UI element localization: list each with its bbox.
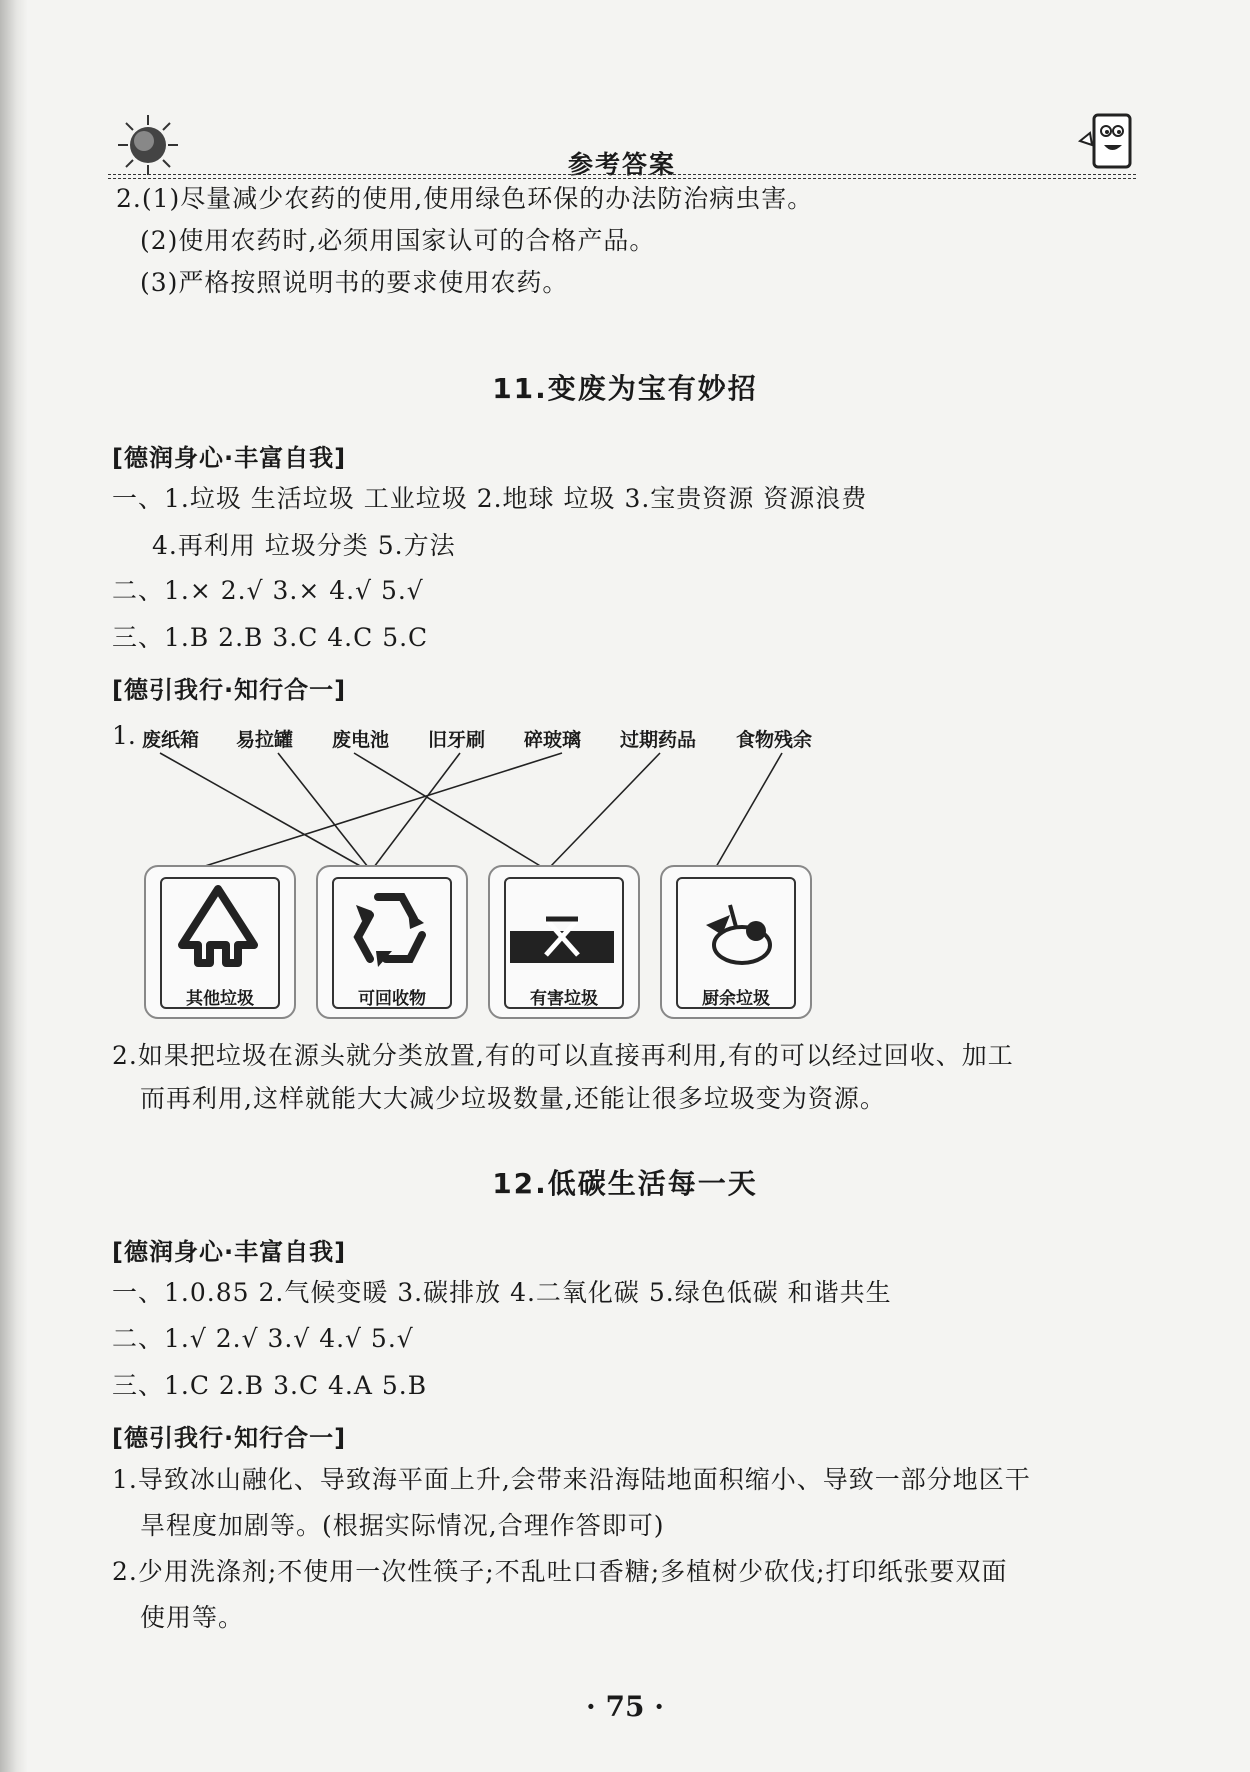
bin-kitchen-waste [660, 865, 812, 1019]
answer-line: 二、1.√ 2.√ 3.√ 4.√ 5.√ [112, 1324, 414, 1353]
section-title-11: 11.变废为宝有妙招 [492, 372, 758, 405]
answer-line: 一、1.0.85 2.气候变暖 3.碳排放 4.二氧化碳 5.绿色低碳 和谐共生 [112, 1278, 892, 1307]
waste-item: 碎玻璃 [524, 729, 582, 751]
matching-lines [110, 725, 1140, 885]
section-title-12: 12.低碳生活每一天 [492, 1167, 758, 1200]
answer-line: 2.(1)尽量减少农药的使用,使用绿色环保的办法防治病虫害。 [116, 184, 814, 213]
header-rule [108, 174, 1136, 175]
waste-item: 旧牙刷 [428, 729, 486, 751]
book-mascot-icon [1076, 111, 1136, 175]
answer-line: (2)使用农药时,必须用国家认可的合格产品。 [140, 226, 656, 255]
answer-line: 2.少用洗涤剂;不使用一次性筷子;不乱吐口香糖;多植树少砍伐;打印纸张要双面 [112, 1557, 1008, 1586]
match-line [550, 753, 660, 867]
match-line [160, 753, 362, 867]
binding-shadow [0, 0, 28, 1772]
subheading: [德润身心·丰富自我] [112, 1238, 347, 1266]
waste-item: 废电池 [332, 729, 390, 751]
answer-line: 1.导致冰山融化、导致海平面上升,会带来沿海陆地面积缩小、导致一部分地区干 [112, 1465, 1031, 1494]
bin-label: 其他垃圾 [186, 989, 254, 1009]
header-rule [108, 178, 1136, 179]
answer-line: 一、1.垃圾 生活垃圾 工业垃圾 2.地球 垃圾 3.宝贵资源 资源浪费 [112, 484, 868, 513]
page-title: 参考答案 [567, 150, 676, 179]
answer-line: 三、1.B 2.B 3.C 4.C 5.C [112, 623, 429, 652]
recycle-icon [326, 875, 454, 985]
answer-line: 4.再利用 垃圾分类 5.方法 [152, 531, 456, 560]
page-header [108, 105, 1136, 179]
question-number: 1. [112, 721, 136, 750]
page-number: · 75 · [586, 1690, 664, 1723]
subheading: [德引我行·知行合一] [112, 1424, 347, 1452]
answer-line: 而再利用,这样就能大大减少垃圾数量,还能让很多垃圾变为资源。 [140, 1084, 886, 1113]
bin-recyclable [316, 865, 468, 1019]
bin-hazardous [488, 865, 640, 1019]
answer-line: 旱程度加剧等。(根据实际情况,合理作答即可) [140, 1511, 665, 1540]
bin-label: 有害垃圾 [530, 989, 598, 1009]
answer-line: 三、1.C 2.B 3.C 4.A 5.B [112, 1371, 428, 1400]
answer-line: 使用等。 [140, 1603, 245, 1632]
waste-item: 过期药品 [620, 729, 697, 751]
answer-line: (3)严格按照说明书的要求使用农药。 [140, 268, 569, 297]
subheading: [德引我行·知行合一] [112, 676, 347, 704]
answer-line: 2.如果把垃圾在源头就分类放置,有的可以直接再利用,有的可以经过回收、加工 [112, 1041, 1014, 1070]
hazardous-icon [498, 875, 626, 985]
waste-item: 易拉罐 [236, 729, 294, 751]
bin-label: 厨余垃圾 [702, 989, 770, 1009]
waste-item: 食物残余 [736, 729, 813, 751]
match-line [278, 753, 368, 867]
waste-item: 废纸箱 [142, 729, 200, 751]
kitchen-waste-icon [670, 875, 798, 985]
other-waste-icon [154, 875, 282, 985]
match-line [716, 753, 782, 867]
answer-line: 二、1.× 2.√ 3.× 4.√ 5.√ [112, 576, 424, 605]
subheading: [德润身心·丰富自我] [112, 444, 347, 472]
bin-label: 可回收物 [358, 989, 426, 1009]
sorting-matching-exercise [110, 721, 1140, 1035]
bin-other-waste [144, 865, 296, 1019]
